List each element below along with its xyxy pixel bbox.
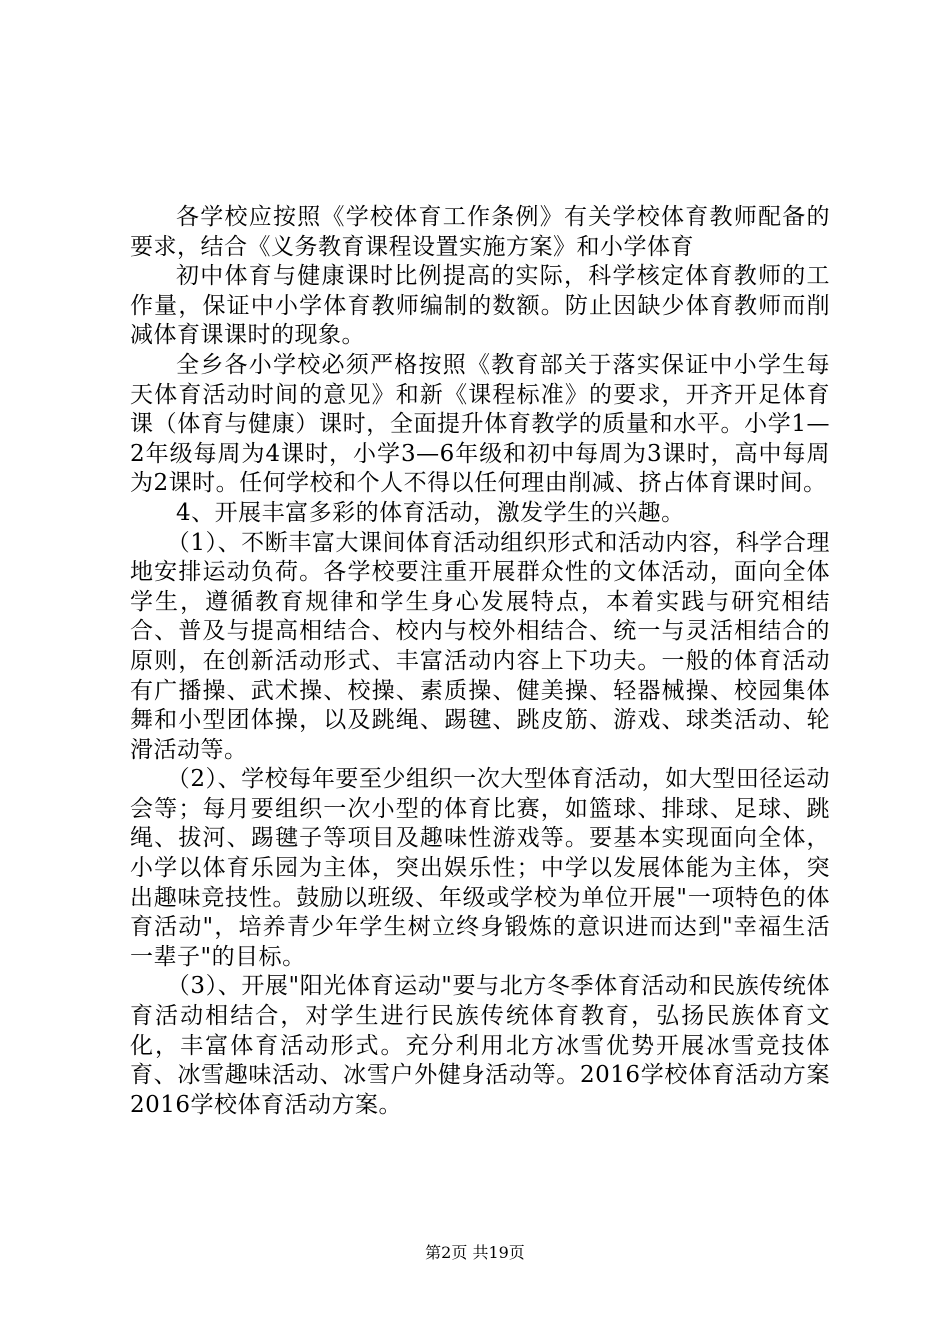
paragraph-teacher-staffing: 各学校应按照《学校体育工作条例》有关学校体育教师配备的要求，结合《义务教育课程设置实施方案》和小学体育 [130, 204, 830, 260]
paragraph-teacher-workload: 初中体育与健康课时比例提高的实际，科学核定体育教师的工作量，保证中小学体育教师编制的数额。防止因缺少体育教师而削减体育课课时的现象。 [130, 263, 830, 349]
paragraph-item-3: （3）、开展"阳光体育运动"要与北方冬季体育活动和民族传统体育活动相结合，对学生进行民族传统体育教育，弘扬民族体育文化，丰富体育活动形式。充分利用北方冰雪优势开展冰雪竞技体育、冰雪趣味活动、冰雪户外健身活动等。2016学校体育活动方案2016学校体育活动方案。 [130, 973, 830, 1118]
page-number-footer: 第2页 共19页 [425, 1243, 525, 1262]
document-body [130, 203, 830, 1120]
paragraph-class-hours: 全乡各小学校必须严格按照《教育部关于落实保证中小学生每天体育活动时间的意见》和新《课程标准》的要求，开齐开足体育课（体育与健康）课时，全面提升体育教学的质量和水平。小学1—2年级每周为4课时，小学3—6年级和初中每周为3课时，高中每周为2课时。任何学校和个人不得以任何理由削减、挤占体育课时间。 [130, 351, 830, 497]
section-heading-activities: 4、开展丰富多彩的体育活动，激发学生的兴趣。 [176, 499, 685, 526]
paragraph-item-1: （1）、不断丰富大课间体育活动组织形式和活动内容，科学合理地安排运动负荷。各学校要注重开展群众性的文体活动，面向全体学生，遵循教育规律和学生身心发展特点，本着实践与研究相结合、普及与提高相结合、校内与校外相结合、统一与灵活相结合的原则，在创新活动形式、丰富活动内容上下功夫。一般的体育活动有广播操、武术操、校操、素质操、健美操、轻器械操、校园集体舞和小型团体操，以及跳绳、踢毽、跳皮筋、游戏、球类活动、轮滑活动等。 [130, 529, 830, 763]
paragraph-item-2: （2）、学校每年要至少组织一次大型体育活动，如大型田径运动会等；每月要组织一次小型的体育比赛，如篮球、排球、足球、跳绳、拔河、踢毽子等项目及趣味性游戏等。要基本实现面向全体，小学以体育乐园为主体，突出娱乐性；中学以发展体能为主体，突出趣味竞技性。鼓励以班级、年级或学校为单位开展"一项特色的体育活动"，培养青少年学生树立终身锻炼的意识进而达到"幸福生活一辈子"的目标。 [130, 766, 830, 970]
